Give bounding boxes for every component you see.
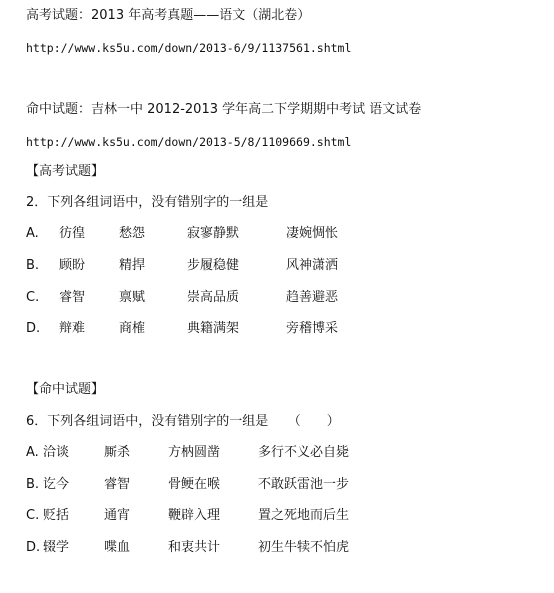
- option-word: 风神潇洒: [286, 258, 339, 273]
- option-word: 鞭辟入理: [168, 508, 221, 523]
- option-word: 不敢跃雷池一步: [258, 477, 350, 492]
- option-word: 喋血: [104, 540, 131, 555]
- option-letter: B.: [26, 258, 40, 273]
- option-word: 典籍满架: [187, 321, 240, 336]
- option-word: 顾盼: [59, 258, 86, 273]
- option-letter: D.: [26, 540, 41, 555]
- option-word: 愁怨: [119, 226, 146, 241]
- option-word: 厮杀: [104, 445, 131, 460]
- option-letter: C.: [26, 290, 40, 305]
- option-word: 禀赋: [119, 290, 146, 305]
- option-word: 寂寥静默: [187, 226, 240, 241]
- option-word: 和衷共计: [168, 540, 221, 555]
- option-word: 崇高品质: [187, 290, 240, 305]
- option-word: 初生牛犊不怕虎: [258, 540, 350, 555]
- option-word: 旁稽博采: [286, 321, 339, 336]
- option-letter: D.: [26, 321, 41, 336]
- option-word: 洽谈: [43, 445, 70, 460]
- option-letter: A.: [26, 445, 39, 460]
- option-letter: A.: [26, 226, 39, 241]
- gaokao-question: 2．下列各组词语中，没有错别字的一组是: [26, 195, 269, 210]
- option-word: 商榷: [119, 321, 146, 336]
- gaokao-source-title: 高考试题：2013 年高考真题——语文（湖北卷）: [26, 8, 311, 23]
- option-letter: B.: [26, 477, 40, 492]
- option-word: 方枘圆凿: [168, 445, 221, 460]
- option-word: 睿智: [104, 477, 131, 492]
- option-word: 步履稳健: [187, 258, 240, 273]
- gaokao-section-label: 【高考试题】: [26, 164, 105, 179]
- option-word: 多行不义必自毙: [258, 445, 350, 460]
- option-word: 精捍: [119, 258, 146, 273]
- option-word: 趋善避恶: [286, 290, 339, 305]
- mingzhong-question: 6．下列各组词语中，没有错别字的一组是 （ ）: [26, 414, 340, 429]
- option-word: 彷徨: [59, 226, 86, 241]
- option-word: 辍学: [43, 540, 70, 555]
- option-word: 置之死地而后生: [258, 508, 350, 523]
- mingzhong-source-title: 命中试题：吉林一中 2012-2013 学年高二下学期期中考试 语文试卷: [26, 102, 422, 117]
- mingzhong-source-url[interactable]: http://www.ks5u.com/down/2013-5/8/1109669.shtml: [26, 135, 352, 149]
- gaokao-source-url[interactable]: http://www.ks5u.com/down/2013-6/9/1137561.shtml: [26, 41, 352, 55]
- option-word: 通宵: [104, 508, 131, 523]
- option-word: 睿智: [59, 290, 86, 305]
- option-letter: C.: [26, 508, 40, 523]
- option-word: 讫今: [43, 477, 70, 492]
- option-word: 贬括: [43, 508, 70, 523]
- option-word: 骨鲠在喉: [168, 477, 221, 492]
- mingzhong-section-label: 【命中试题】: [26, 382, 105, 397]
- option-word: 辩难: [59, 321, 86, 336]
- option-word: 凄婉惆怅: [286, 226, 339, 241]
